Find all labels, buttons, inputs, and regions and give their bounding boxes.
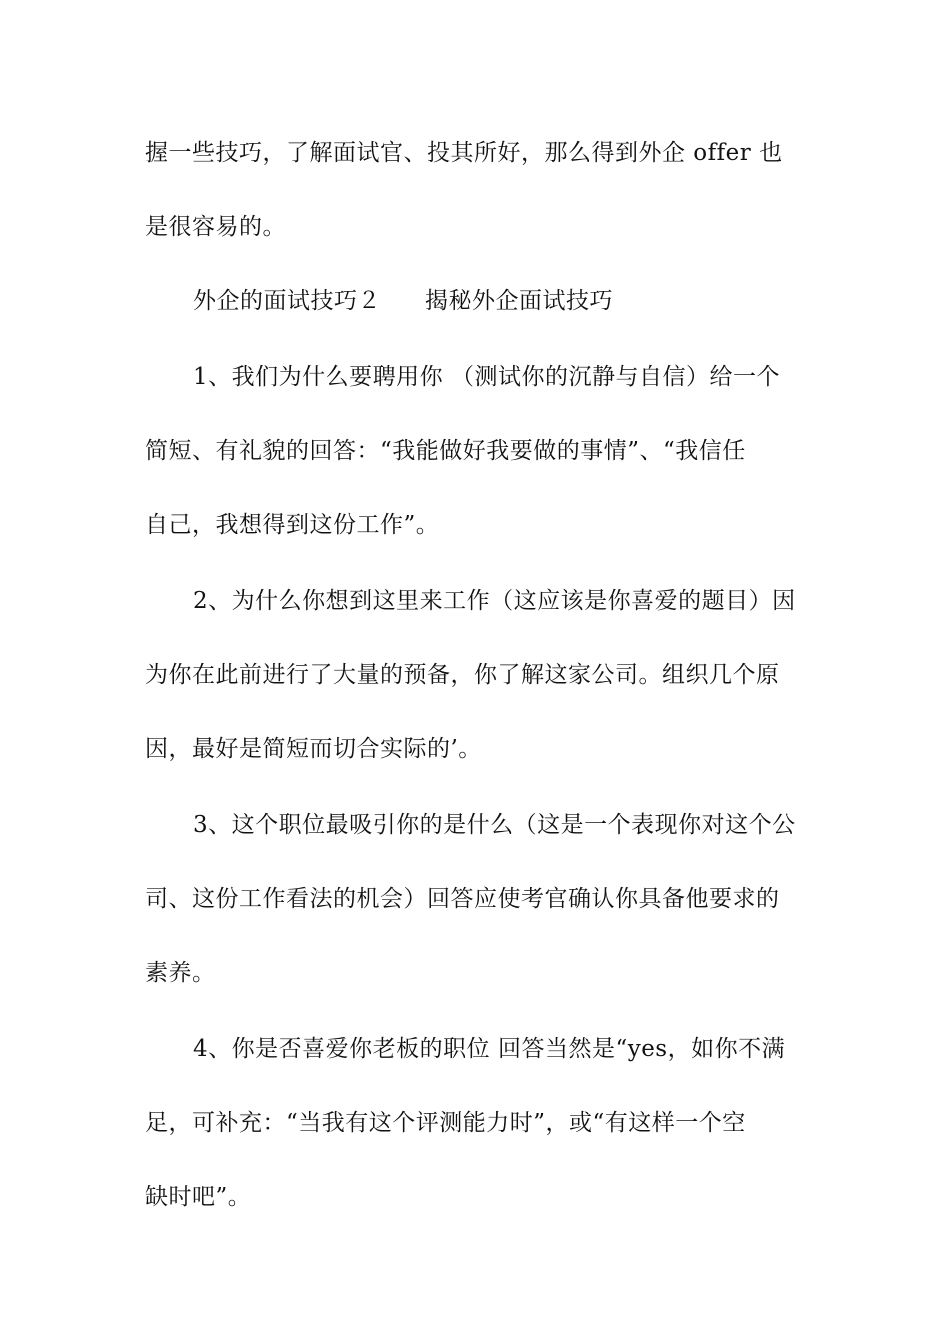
paragraph-line: 素养。 (145, 960, 216, 986)
paragraph-line: 2、为什么你想到这里来工作（这应该是你喜爱的题目）因 (193, 588, 796, 614)
paragraph-line: 是很容易的。 (145, 214, 286, 240)
paragraph-line: 1、我们为什么要聘用你 （测试你的沉静与自信）给一个 (193, 364, 780, 390)
paragraph-line: 简短、有礼貌的回答：“我能做好我要做的事情”、“我信任 (145, 438, 746, 464)
paragraph-line: 足，可补充：“当我有这个评测能力时”，或“有这样一个空 (145, 1110, 746, 1136)
paragraph-line: 自己，我想得到这份工作”。 (145, 512, 440, 538)
section-heading (193, 286, 858, 316)
paragraph-line: 因，最好是简短而切合实际的’。 (145, 736, 482, 762)
paragraph-line: 缺时吧”。 (145, 1184, 252, 1210)
section-heading-title: 外企的面试技巧２ (193, 288, 381, 314)
paragraph-line: 3、这个职位最吸引你的是什么（这是一个表现你对这个公 (193, 812, 796, 838)
paragraph-line: 司、这份工作看法的机会）回答应使考官确认你具备他要求的 (145, 886, 780, 912)
paragraph-line: 为你在此前进行了大量的预备，你了解这家公司。组织几个原 (145, 662, 780, 688)
paragraph-line: 握一些技巧，了解面试官、投其所好，那么得到外企 offer 也 (145, 140, 783, 166)
paragraph-line: 4、你是否喜爱你老板的职位 回答当然是“yes，如你不满 (193, 1036, 786, 1062)
section-heading-subtitle: 揭秘外企面试技巧 (425, 288, 613, 314)
